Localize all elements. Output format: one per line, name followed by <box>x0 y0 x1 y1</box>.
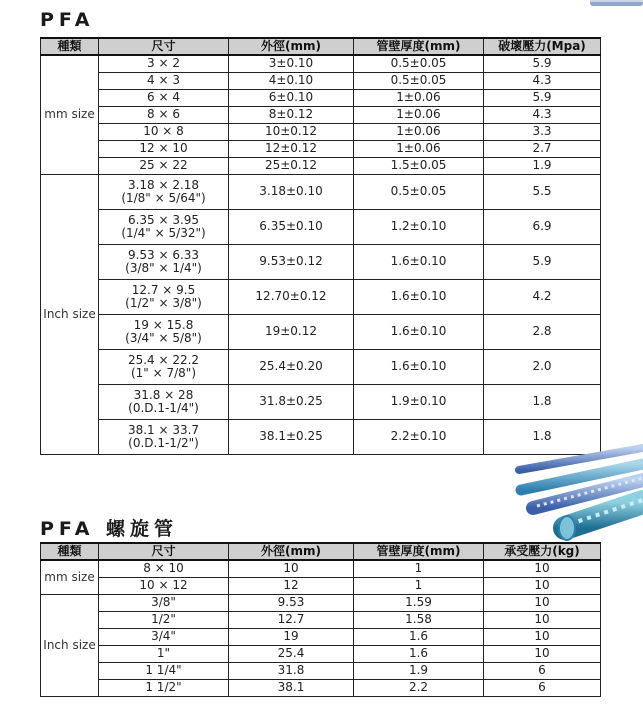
size-cell <box>99 279 229 314</box>
pressure-cell: 10 <box>484 577 601 594</box>
table-row <box>41 628 601 645</box>
wall-cell: 1.5±0.05 <box>354 157 484 174</box>
size-cell <box>99 611 229 628</box>
wall-cell: 1±0.06 <box>354 89 484 106</box>
size-cell: 8 × 6 <box>99 106 229 123</box>
header-od: 外徑(mm) <box>229 38 354 55</box>
table-row <box>41 577 601 594</box>
size-cell <box>99 209 229 244</box>
group-mm: mm size <box>41 55 99 174</box>
size-metric: 19 × 15.8 <box>133 317 194 332</box>
pressure-cell: 2.7 <box>484 140 601 157</box>
wall-cell: 1.58 <box>354 611 484 628</box>
size-metric: 6.35 × 3.95 <box>127 212 200 227</box>
wall-cell: 1.2±0.10 <box>354 209 484 244</box>
wall-cell: 0.5±0.05 <box>354 72 484 89</box>
od-cell: 10±0.12 <box>229 123 354 140</box>
pressure-cell: 5.9 <box>484 55 601 72</box>
pressure-cell: 4.3 <box>484 72 601 89</box>
spiral-table-body <box>41 560 601 696</box>
blue-tubes-image <box>515 440 643 545</box>
pressure-cell: 6 <box>484 662 601 679</box>
wall-cell: 1.6±0.10 <box>354 349 484 384</box>
size-metric: 1/2" <box>151 612 176 626</box>
pressure-cell: 1.8 <box>484 419 601 454</box>
pressure-cell: 1.9 <box>484 157 601 174</box>
table-row <box>41 209 601 244</box>
wall-cell: 0.5±0.05 <box>354 55 484 72</box>
table-row <box>41 611 601 628</box>
size-cell <box>99 662 229 679</box>
tube-4 <box>559 500 643 540</box>
size-cell: 12 × 10 <box>99 140 229 157</box>
pressure-cell: 4.2 <box>484 279 601 314</box>
od-cell: 38.1±0.25 <box>229 419 354 454</box>
spiral-header-type: 種類 <box>41 543 99 560</box>
pfa-title: PFA <box>40 9 95 31</box>
size-metric: 1 1/4" <box>145 663 182 677</box>
pressure-cell: 6 <box>484 679 601 696</box>
group-mm: mm size <box>41 560 99 594</box>
table-row <box>41 55 601 72</box>
pressure-cell: 10 <box>484 594 601 611</box>
size-cell <box>99 594 229 611</box>
od-cell: 8±0.12 <box>229 106 354 123</box>
od-cell: 31.8±0.25 <box>229 384 354 419</box>
size-metric: 25.4 × 22.2 <box>127 352 200 367</box>
table-row <box>41 244 601 279</box>
table-row <box>41 106 601 123</box>
tube-corner-image <box>590 0 643 8</box>
size-cell: 4 × 3 <box>99 72 229 89</box>
pressure-cell: 10 <box>484 645 601 662</box>
pfa-spiral-title: PFA 螺旋管 <box>40 518 179 540</box>
od-cell: 9.53 <box>229 594 354 611</box>
size-cell: 10 × 12 <box>99 577 229 594</box>
table-row <box>41 679 601 696</box>
size-inch: (1" × 7/8") <box>130 365 197 380</box>
od-cell: 3±0.10 <box>229 55 354 72</box>
size-metric: 3.18 × 2.18 <box>127 177 200 192</box>
size-metric: 1" <box>156 646 171 660</box>
wall-cell: 1±0.06 <box>354 106 484 123</box>
wall-cell: 1.9 <box>354 662 484 679</box>
size-inch: (1/4" × 5/32") <box>121 225 206 240</box>
wall-cell: 1.6±0.10 <box>354 314 484 349</box>
size-cell <box>99 679 229 696</box>
size-cell <box>99 384 229 419</box>
wall-cell: 1.6 <box>354 628 484 645</box>
size-cell <box>99 314 229 349</box>
od-cell: 12 <box>229 577 354 594</box>
od-cell: 6±0.10 <box>229 89 354 106</box>
wall-cell: 2.2 <box>354 679 484 696</box>
wall-cell: 2.2±0.10 <box>354 419 484 454</box>
size-cell: 10 × 8 <box>99 123 229 140</box>
size-metric: 3/4" <box>151 629 176 643</box>
pressure-cell: 2.0 <box>484 349 601 384</box>
group-inch: Inch size <box>41 594 99 696</box>
header-pressure: 破壞壓力(Mpa) <box>484 38 601 55</box>
table-row <box>41 349 601 384</box>
od-cell: 31.8 <box>229 662 354 679</box>
table-row <box>41 279 601 314</box>
wall-cell: 1 <box>354 560 484 577</box>
wall-cell: 1 <box>354 577 484 594</box>
header-size: 尺寸 <box>99 38 229 55</box>
wall-cell: 1.6±0.10 <box>354 279 484 314</box>
od-cell: 38.1 <box>229 679 354 696</box>
size-inch: (3/8" × 1/4") <box>125 260 202 275</box>
size-metric: 9.53 × 6.33 <box>127 247 200 262</box>
header-wall: 管壁厚度(mm) <box>354 38 484 55</box>
wall-cell: 1.6 <box>354 645 484 662</box>
table-row <box>41 594 601 611</box>
pressure-cell: 3.3 <box>484 123 601 140</box>
pfa-spiral-table <box>40 542 601 697</box>
table-row <box>41 174 601 209</box>
od-cell: 12±0.12 <box>229 140 354 157</box>
od-cell: 25±0.12 <box>229 157 354 174</box>
od-cell: 19 <box>229 628 354 645</box>
size-cell <box>99 349 229 384</box>
od-cell: 10 <box>229 560 354 577</box>
wall-cell: 0.5±0.05 <box>354 174 484 209</box>
od-cell: 19±0.12 <box>229 314 354 349</box>
od-cell: 12.7 <box>229 611 354 628</box>
pressure-cell: 10 <box>484 628 601 645</box>
size-cell <box>99 628 229 645</box>
table-row <box>41 140 601 157</box>
size-metric: 1 1/2" <box>145 680 182 694</box>
wall-cell: 1.59 <box>354 594 484 611</box>
od-cell: 25.4 <box>229 645 354 662</box>
spiral-header-wall: 管壁厚度(mm) <box>354 543 484 560</box>
spiral-header-pressure: 承受壓力(kg) <box>484 543 601 560</box>
size-cell: 6 × 4 <box>99 89 229 106</box>
od-cell: 6.35±0.10 <box>229 209 354 244</box>
pressure-cell: 5.5 <box>484 174 601 209</box>
pressure-cell: 6.9 <box>484 209 601 244</box>
table-row <box>41 384 601 419</box>
table-row <box>41 157 601 174</box>
pressure-cell: 2.8 <box>484 314 601 349</box>
spiral-header-size: 尺寸 <box>99 543 229 560</box>
pressure-cell: 10 <box>484 611 601 628</box>
size-inch: (0.D.1-1/4") <box>128 400 199 415</box>
table-row <box>41 560 601 577</box>
size-metric: 12.7 × 9.5 <box>131 282 196 297</box>
pressure-cell: 5.9 <box>484 244 601 279</box>
size-cell: 8 × 10 <box>99 560 229 577</box>
table-row <box>41 645 601 662</box>
pfa-table-body <box>41 55 601 454</box>
size-cell <box>99 244 229 279</box>
od-cell: 9.53±0.12 <box>229 244 354 279</box>
pressure-cell: 5.9 <box>484 89 601 106</box>
od-cell: 12.70±0.12 <box>229 279 354 314</box>
header-type: 種類 <box>41 38 99 55</box>
od-cell: 4±0.10 <box>229 72 354 89</box>
size-metric: 3/8" <box>151 595 176 609</box>
wall-cell: 1±0.06 <box>354 123 484 140</box>
table-row <box>41 314 601 349</box>
table-row <box>41 123 601 140</box>
size-cell <box>99 645 229 662</box>
spiral-header-od: 外徑(mm) <box>229 543 354 560</box>
wall-cell: 1.9±0.10 <box>354 384 484 419</box>
pressure-cell: 1.8 <box>484 384 601 419</box>
size-inch: (0.D.1-1/2") <box>128 435 199 450</box>
pressure-cell: 10 <box>484 560 601 577</box>
group-inch: Inch size <box>41 174 99 454</box>
size-cell: 3 × 2 <box>99 55 229 72</box>
wall-cell: 1.6±0.10 <box>354 244 484 279</box>
table-row <box>41 662 601 679</box>
size-cell: 25 × 22 <box>99 157 229 174</box>
wall-cell: 1±0.06 <box>354 140 484 157</box>
size-inch: (1/8" × 5/64") <box>121 190 206 205</box>
od-cell: 25.4±0.20 <box>229 349 354 384</box>
pressure-cell: 4.3 <box>484 106 601 123</box>
od-cell: 3.18±0.10 <box>229 174 354 209</box>
size-inch: (3/4" × 5/8") <box>125 330 202 345</box>
size-cell <box>99 174 229 209</box>
size-cell <box>99 419 229 454</box>
table-row <box>41 89 601 106</box>
size-metric: 38.1 × 33.7 <box>127 422 200 437</box>
table-row <box>41 72 601 89</box>
size-metric: 31.8 × 28 <box>133 387 194 402</box>
size-inch: (1/2" × 3/8") <box>125 295 202 310</box>
pfa-spec-table <box>40 37 601 455</box>
